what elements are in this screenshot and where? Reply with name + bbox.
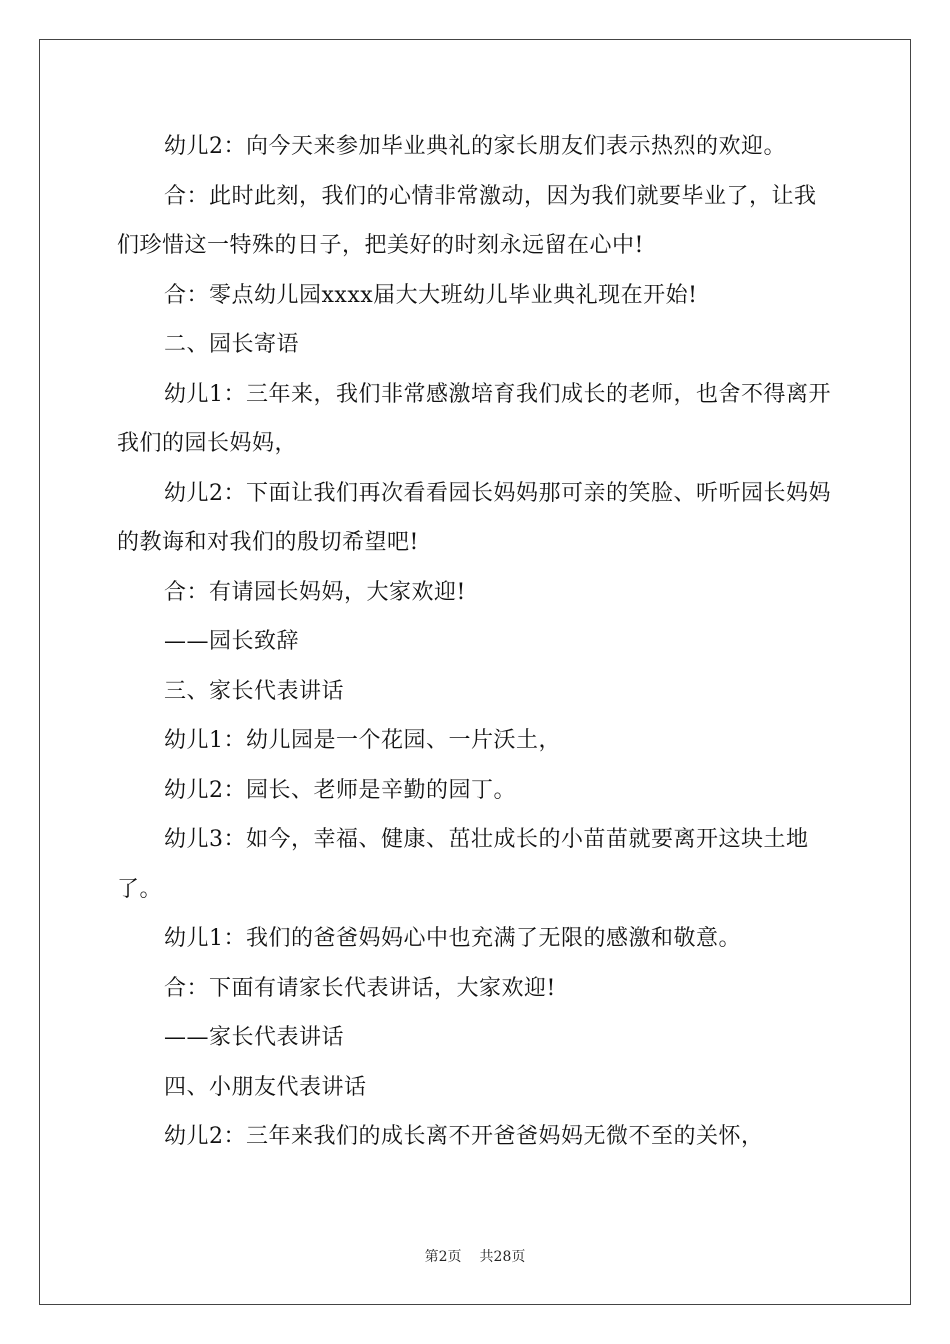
paragraph: 幼儿2：三年来我们的成长离不开爸爸妈妈无微不至的关怀，: [164, 1124, 764, 1149]
paragraph: 合：零点幼儿园xxxx届大大班幼儿毕业典礼现在开始!: [164, 282, 698, 308]
paragraph: 幼儿2：向今天来参加毕业典礼的家长朋友们表示热烈的欢迎。: [164, 134, 786, 159]
paragraph: 幼儿1：三年来，我们非常感激培育我们成长的老师，也舍不得离开我们的园长妈妈，: [117, 381, 831, 456]
paragraph: 幼儿2：下面让我们再次看看园长妈妈那可亲的笑脸、听听园长妈妈的教诲和对我们的殷切希望吧!: [117, 480, 831, 555]
page-footer: [0, 1246, 950, 1266]
paragraph: 合：下面有请家长代表讲话，大家欢迎!: [164, 975, 556, 1001]
paragraph: 幼儿1：幼儿园是一个花园、一片沃土，: [164, 728, 561, 753]
document-body: [117, 122, 837, 1162]
paragraph: 合：有请园长妈妈，大家欢迎!: [164, 579, 466, 605]
paragraph: ——园长致辞: [164, 629, 300, 654]
section-heading: 四、小朋友代表讲话: [164, 1074, 367, 1100]
paragraph: ——家长代表讲话: [164, 1025, 345, 1050]
paragraph: 幼儿3：如今，幸福、健康、茁壮成长的小苗苗就要离开这块土地了。: [117, 827, 809, 902]
page-total: 共28页: [479, 1249, 526, 1265]
section-heading: 三、家长代表讲话: [164, 678, 345, 704]
section-heading: 二、园长寄语: [164, 332, 300, 357]
paragraph: 幼儿1：我们的爸爸妈妈心中也充满了无限的感激和敬意。: [164, 926, 741, 951]
page-number: 第2页: [424, 1249, 462, 1265]
paragraph: 幼儿2：园长、老师是辛勤的园丁。: [164, 777, 516, 803]
paragraph: 合：此时此刻，我们的心情非常激动，因为我们就要毕业了，让我们珍惜这一特殊的日子，把美好的时刻永远留在心中!: [117, 183, 817, 258]
